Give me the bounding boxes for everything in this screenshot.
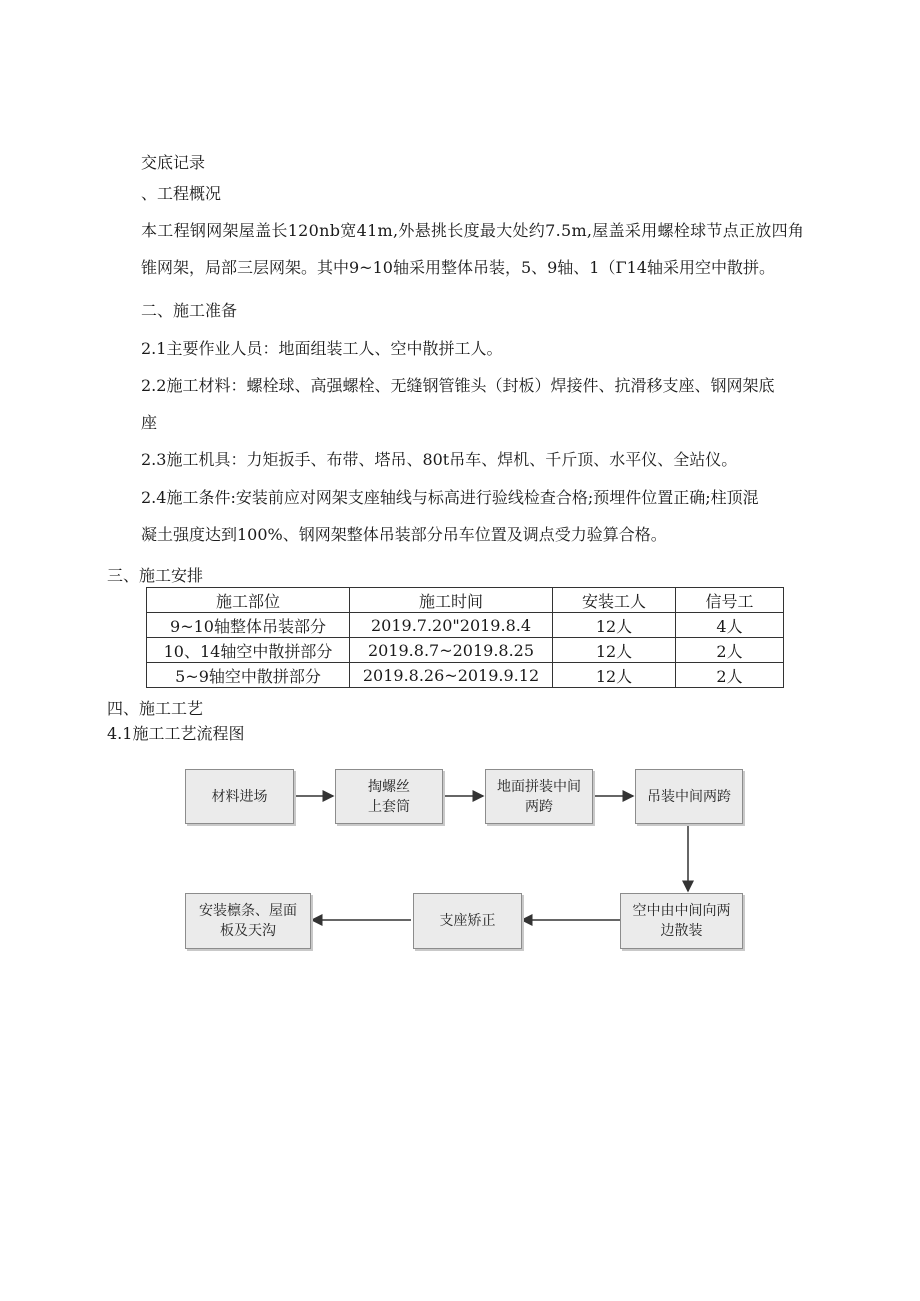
prep-item-1: 2.1主要作业人员：地面组装工人、空中散拼工人。 [141,339,503,358]
table-header-cell: 安装工人 [553,588,676,613]
flow-step-sleeve [335,769,443,824]
flow-step-aerial-assembly [620,893,743,949]
table-cell: 12人 [553,613,676,638]
table-cell: 2019.8.7~2019.8.25 [350,638,553,663]
flow-step-label: 掏螺丝 上套筒 [368,778,410,815]
table-cell: 2019.8.26~2019.9.12 [350,663,553,688]
flow-step-ground-assembly [485,769,593,824]
flow-step-install-purlins [185,893,311,949]
table-cell: 12人 [553,663,676,688]
prep-item-4-line-1: 2.4施工条件:安装前应对网架支座轴线与标高进行验线检查合格;预埋件位置正确;柱顶混 [141,488,759,507]
table-cell: 12人 [553,638,676,663]
table-cell: 2人 [676,638,784,663]
prep-item-2-line-2: 座 [141,413,158,432]
doc-title: 交底记录 [141,153,206,172]
prep-item-4-line-2: 凝土强度达到100%、钢网架整体吊装部分吊车位置及调点受力验算合格。 [141,525,667,544]
table-cell: 5~9轴空中散拼部分 [147,663,350,688]
flow-step-label: 吊装中间两跨 [647,788,731,805]
table-cell: 4人 [676,613,784,638]
flow-chart-title: 4.1施工工艺流程图 [107,724,245,743]
flow-step-label: 空中由中间向两 边散装 [632,903,731,939]
flow-step-label: 材料进场 [211,788,268,805]
section-1-heading: 、工程概况 [141,184,222,203]
flow-step-support-correction [413,893,522,949]
flow-step-label: 支座矫正 [439,913,496,929]
flow-step-lift-middle [635,769,743,824]
prep-item-3: 2.3施工机具：力矩扳手、布带、塔吊、80t吊车、焊机、千斤顶、水平仪、全站仪。 [141,450,738,469]
table-header-cell: 施工时间 [350,588,553,613]
flow-step-material-entry [185,769,294,824]
table-header-cell: 施工部位 [147,588,350,613]
overview-line-1: 本工程钢网架屋盖长120nb宽41m,外悬挑长度最大处约7.5m,屋盖采用螺栓球节点正放四角 [141,221,805,240]
table-cell: 2019.7.20"2019.8.4 [350,613,553,638]
table-cell: 2人 [676,663,784,688]
flow-step-label: 安装檩条、屋面 板及天沟 [199,903,297,939]
table-cell: 9~10轴整体吊装部分 [147,613,350,638]
table-cell: 10、14轴空中散拼部分 [147,638,350,663]
overview-line-2: 锥网架，局部三层网架。其中9~10轴采用整体吊装，5、9轴、1（Γ14轴采用空中散拼。 [141,258,775,277]
section-2-heading: 二、施工准备 [141,301,238,320]
flow-step-label: 地面拼装中间 两跨 [497,778,581,815]
prep-item-2-line-1: 2.2施工材料：螺栓球、高强螺栓、无缝钢管锥头（封板）焊接件、抗滑移支座、钢网架底 [141,376,775,395]
table-header-cell: 信号工 [676,588,784,613]
section-4-heading: 四、施工工艺 [107,699,204,718]
section-3-heading: 三、施工安排 [107,566,204,585]
